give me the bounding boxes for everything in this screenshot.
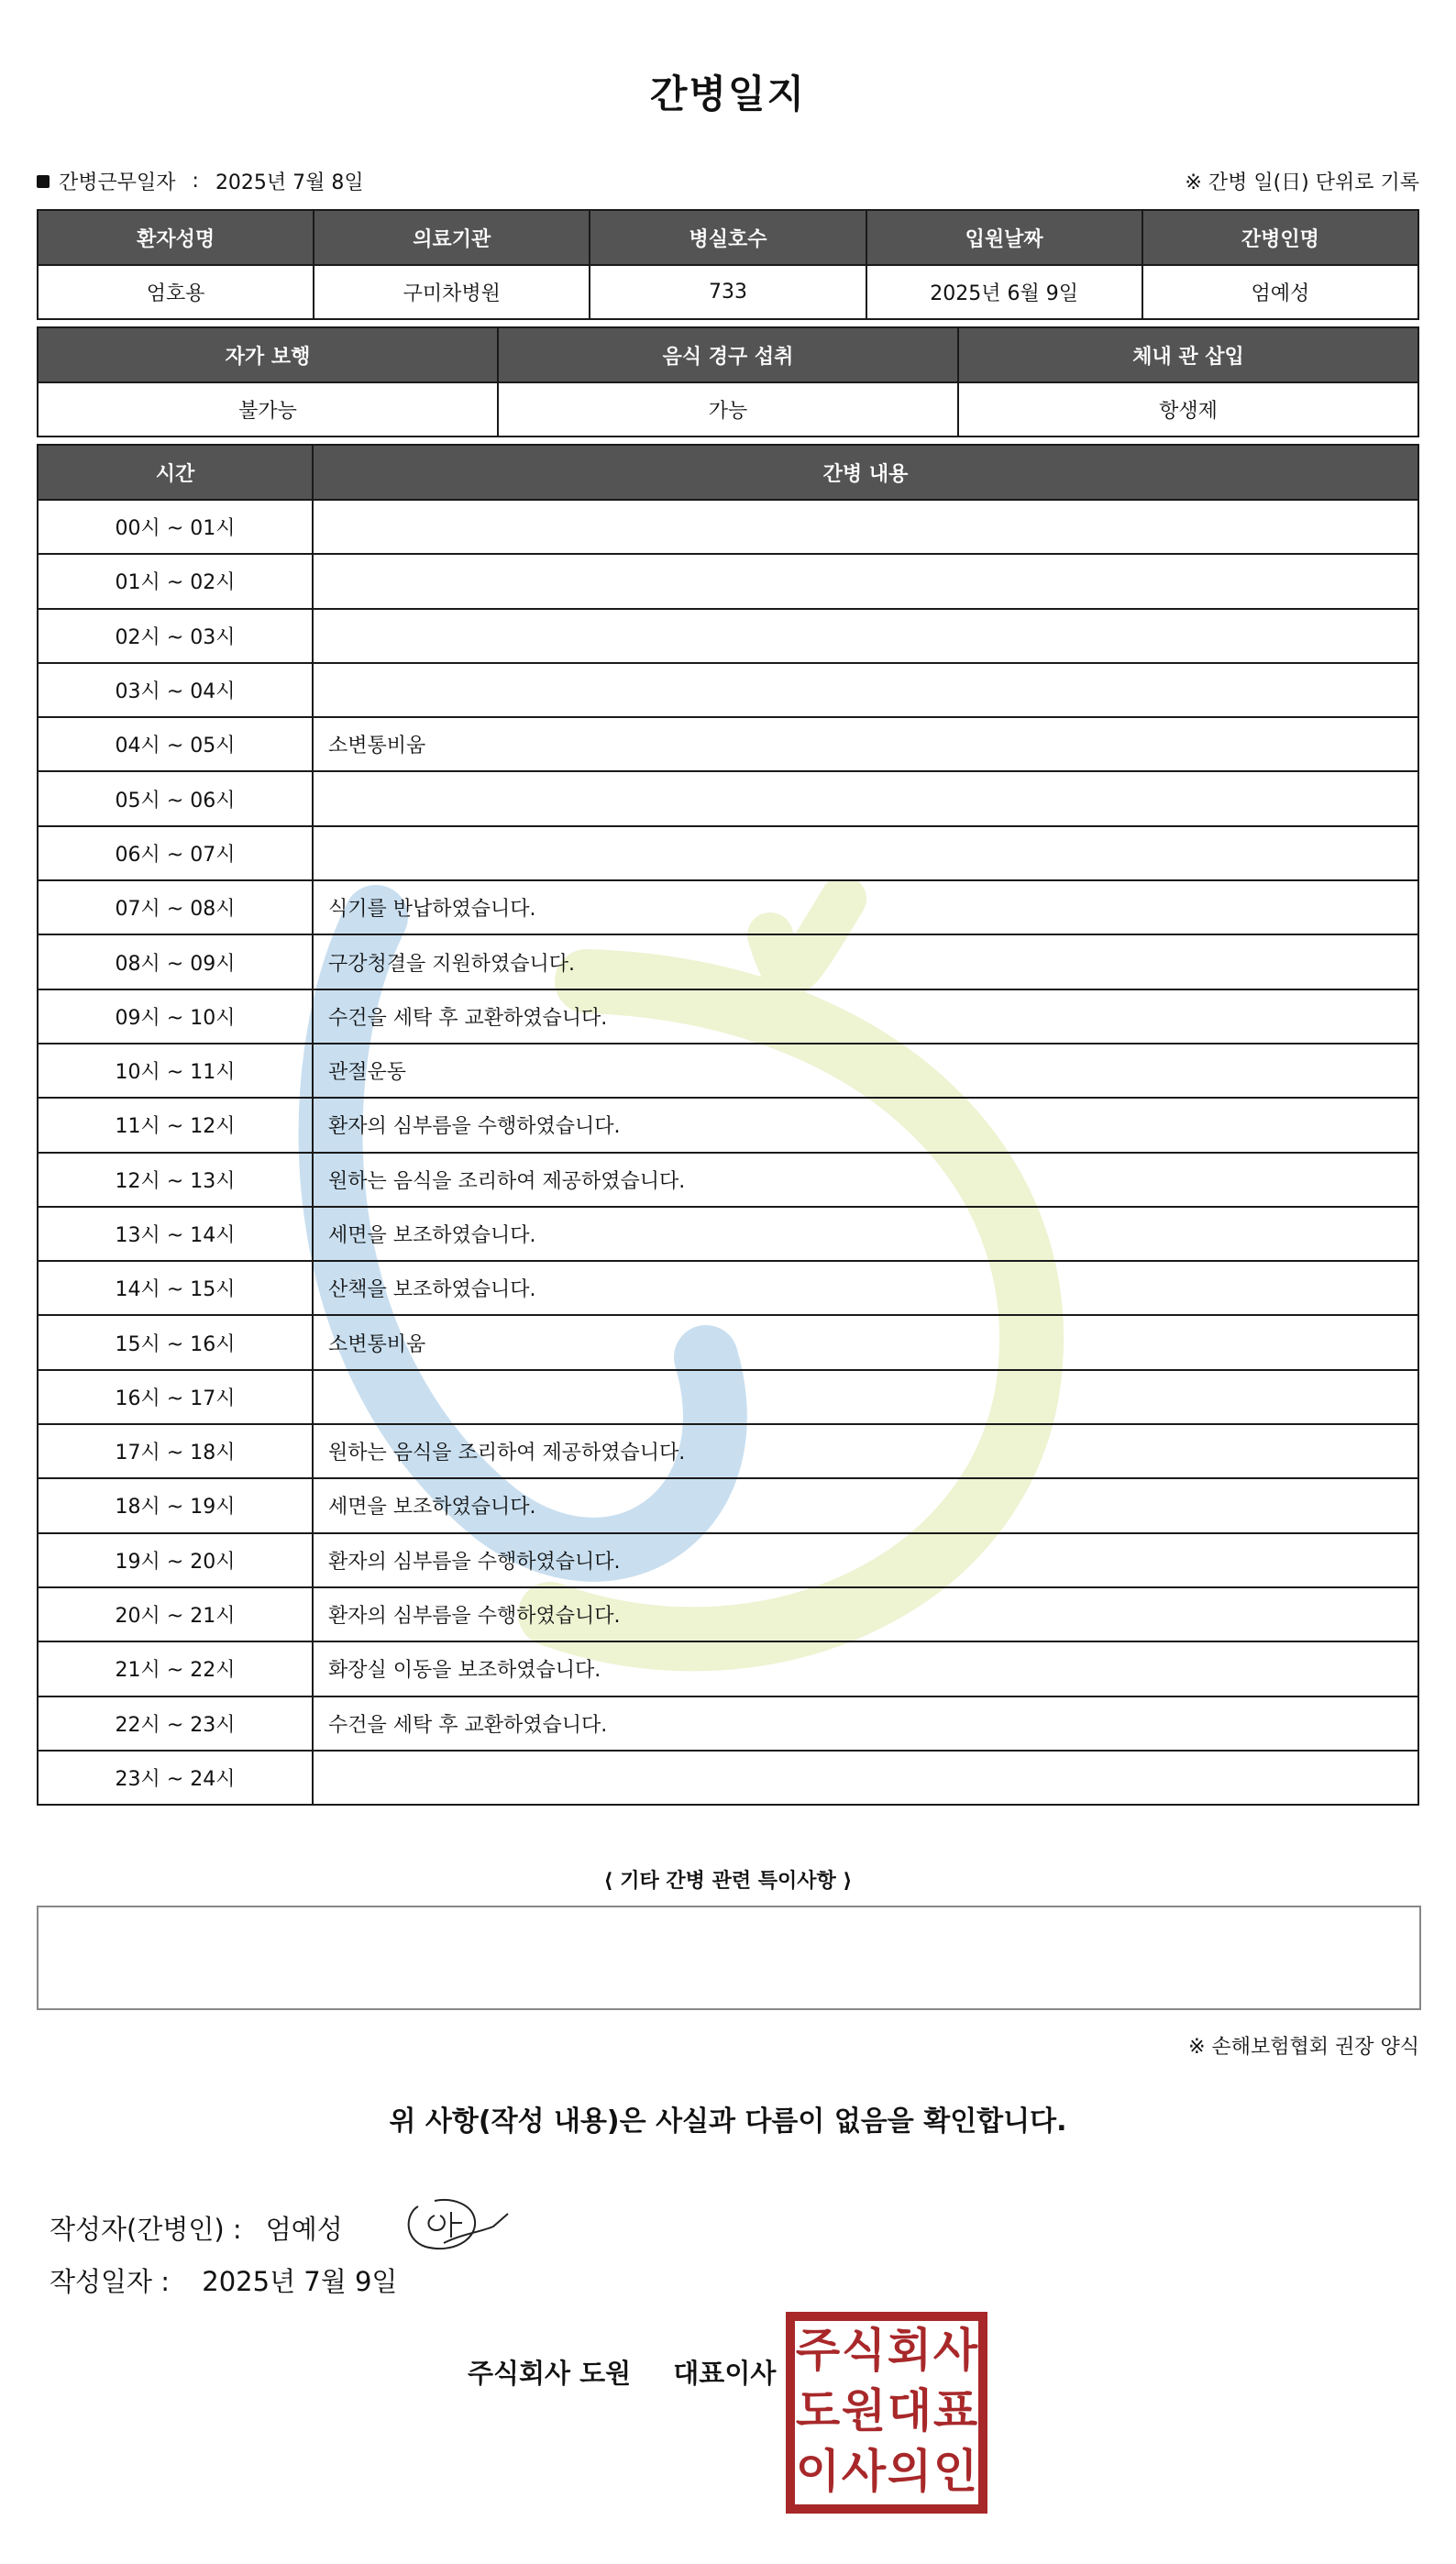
work-date-line xyxy=(37,167,364,195)
table-row xyxy=(38,500,1418,554)
value-admission-date: 2025년 6월 9일 xyxy=(866,265,1142,319)
table-row xyxy=(38,1751,1418,1805)
time-cell: 13시 ~ 14시 xyxy=(38,1207,313,1261)
written-date-line xyxy=(50,2261,397,2299)
time-cell: 03시 ~ 04시 xyxy=(38,663,313,717)
header-self-walking: 자가 보행 xyxy=(38,327,498,382)
table-row xyxy=(38,1044,1418,1098)
time-cell: 19시 ~ 20시 xyxy=(38,1533,313,1587)
time-cell: 21시 ~ 22시 xyxy=(38,1641,313,1696)
care-content-cell xyxy=(313,771,1418,825)
time-cell: 07시 ~ 08시 xyxy=(38,880,313,934)
care-content-cell: 소변통비움 xyxy=(313,717,1418,771)
care-log-body xyxy=(38,500,1418,1805)
seal-character: 주 xyxy=(795,2324,841,2377)
patient-status-header-row xyxy=(38,327,1418,382)
seal-character: 식 xyxy=(841,2324,887,2377)
form-source-note: ※ 손해보험협회 권장 양식 xyxy=(1188,2036,1419,2059)
care-content-cell: 세면을 보조하였습니다. xyxy=(313,1478,1418,1532)
time-cell: 23시 ~ 24시 xyxy=(38,1751,313,1805)
work-date-separator: : xyxy=(192,170,199,193)
time-cell: 12시 ~ 13시 xyxy=(38,1153,313,1207)
care-content-cell: 수건을 세탁 후 교환하였습니다. xyxy=(313,989,1418,1044)
time-cell: 08시 ~ 09시 xyxy=(38,934,313,989)
table-row xyxy=(38,609,1418,663)
care-content-cell xyxy=(313,500,1418,554)
care-content-cell: 화장실 이동을 보조하였습니다. xyxy=(313,1641,1418,1696)
table-row xyxy=(38,717,1418,771)
care-content-cell: 산책을 보조하였습니다. xyxy=(313,1261,1418,1315)
time-cell: 09시 ~ 10시 xyxy=(38,989,313,1044)
time-cell: 10시 ~ 11시 xyxy=(38,1044,313,1098)
table-row xyxy=(38,1261,1418,1315)
seal-character: 사 xyxy=(841,2445,887,2498)
table-row xyxy=(38,1641,1418,1696)
handwritten-signature xyxy=(398,2186,517,2260)
care-content-cell: 환자의 심부름을 수행하였습니다. xyxy=(313,1098,1418,1152)
value-self-walking: 불가능 xyxy=(38,382,498,437)
written-date-value: 2025년 7월 9일 xyxy=(202,2266,398,2297)
care-content-cell xyxy=(313,609,1418,663)
patient-status-table xyxy=(37,326,1419,437)
care-content-cell xyxy=(313,554,1418,608)
time-cell: 14시 ~ 15시 xyxy=(38,1261,313,1315)
table-row xyxy=(38,663,1418,717)
patient-info-table xyxy=(37,209,1419,320)
table-row xyxy=(38,554,1418,608)
care-log-table xyxy=(37,444,1419,1806)
care-content-cell: 관절운동 xyxy=(313,1044,1418,1098)
table-row xyxy=(38,1370,1418,1424)
care-content-cell: 수건을 세탁 후 교환하였습니다. xyxy=(313,1696,1418,1751)
work-date-value: 2025년 7월 8일 xyxy=(215,171,364,194)
table-row xyxy=(38,1098,1418,1152)
seal-character: 표 xyxy=(932,2384,978,2437)
header-time: 시간 xyxy=(38,445,313,500)
seal-character: 대 xyxy=(887,2384,932,2437)
writer-name: 엄예성 xyxy=(265,2213,343,2245)
seal-character: 이 xyxy=(795,2445,841,2498)
seal-character: 회 xyxy=(887,2324,932,2377)
time-cell: 02시 ~ 03시 xyxy=(38,609,313,663)
care-log-header-row xyxy=(38,445,1418,500)
time-cell: 15시 ~ 16시 xyxy=(38,1315,313,1369)
page-title: 간병일지 xyxy=(649,72,807,116)
header-patient-name: 환자성명 xyxy=(38,210,314,265)
writer-line xyxy=(50,2195,517,2260)
header-admission-date: 입원날짜 xyxy=(866,210,1142,265)
table-row xyxy=(38,880,1418,934)
table-row xyxy=(38,1587,1418,1641)
header-oral-intake: 음식 경구 섭취 xyxy=(498,327,958,382)
time-cell: 04시 ~ 05시 xyxy=(38,717,313,771)
care-content-cell xyxy=(313,1370,1418,1424)
seal-character: 인 xyxy=(932,2445,978,2498)
time-cell: 05시 ~ 06시 xyxy=(38,771,313,825)
value-hospital: 구미차병원 xyxy=(314,265,590,319)
table-row xyxy=(38,826,1418,880)
care-content-cell: 환자의 심부름을 수행하였습니다. xyxy=(313,1587,1418,1641)
header-care-content: 간병 내용 xyxy=(313,445,1418,500)
representative-title: 대표이사 xyxy=(673,2358,777,2389)
seal-character: 사 xyxy=(932,2324,978,2377)
table-row xyxy=(38,1153,1418,1207)
table-row xyxy=(38,1478,1418,1532)
written-date-label: 작성일자 : xyxy=(50,2266,171,2297)
table-row xyxy=(38,1533,1418,1587)
header-caregiver-name: 간병인명 xyxy=(1142,210,1418,265)
patient-status-value-row xyxy=(38,382,1418,437)
patient-info-value-row xyxy=(38,265,1418,319)
table-row xyxy=(38,1696,1418,1751)
time-cell: 01시 ~ 02시 xyxy=(38,554,313,608)
care-content-cell: 원하는 음식을 조리하여 제공하였습니다. xyxy=(313,1424,1418,1478)
care-content-cell: 원하는 음식을 조리하여 제공하였습니다. xyxy=(313,1153,1418,1207)
care-content-cell: 소변통비움 xyxy=(313,1315,1418,1369)
value-oral-intake: 가능 xyxy=(498,382,958,437)
table-row xyxy=(38,989,1418,1044)
time-cell: 16시 ~ 17시 xyxy=(38,1370,313,1424)
table-row xyxy=(38,1207,1418,1261)
company-seal-stamp xyxy=(785,2311,988,2514)
seal-character: 의 xyxy=(887,2445,932,2498)
seal-character: 원 xyxy=(841,2384,887,2437)
company-name: 주식회사 도원 xyxy=(468,2358,632,2389)
confirmation-statement: 위 사항(작성 내용)은 사실과 다름이 없음을 확인합니다. xyxy=(389,2105,1067,2138)
seal-character: 도 xyxy=(795,2384,841,2437)
value-room-number: 733 xyxy=(590,265,866,319)
care-content-cell: 환자의 심부름을 수행하였습니다. xyxy=(313,1533,1418,1587)
table-row xyxy=(38,1315,1418,1369)
company-line xyxy=(468,2353,776,2391)
header-hospital: 의료기관 xyxy=(314,210,590,265)
header-room-number: 병실호수 xyxy=(590,210,866,265)
table-row xyxy=(38,771,1418,825)
table-row xyxy=(38,1424,1418,1478)
work-date-label: 간병근무일자 xyxy=(59,171,176,194)
bullet-square-icon xyxy=(37,175,50,188)
value-caregiver-name: 엄예성 xyxy=(1142,265,1418,319)
care-content-cell xyxy=(313,1751,1418,1805)
notes-title: ⟨ 기타 간병 관련 특이사항 ⟩ xyxy=(603,1870,853,1893)
care-content-cell: 구강청결을 지원하였습니다. xyxy=(313,934,1418,989)
patient-info-header-row xyxy=(38,210,1418,265)
value-tube-insertion: 항생제 xyxy=(958,382,1418,437)
time-cell: 18시 ~ 19시 xyxy=(38,1478,313,1532)
care-content-cell xyxy=(313,663,1418,717)
care-content-cell xyxy=(313,826,1418,880)
time-cell: 11시 ~ 12시 xyxy=(38,1098,313,1152)
care-content-cell: 식기를 반납하였습니다. xyxy=(313,880,1418,934)
time-cell: 00시 ~ 01시 xyxy=(38,500,313,554)
record-unit-note: ※ 간병 일(日) 단위로 기록 xyxy=(1185,171,1419,194)
writer-label: 작성자(간병인) : xyxy=(50,2213,242,2245)
header-tube-insertion: 체내 관 삽입 xyxy=(958,327,1418,382)
value-patient-name: 엄호용 xyxy=(38,265,314,319)
care-content-cell: 세면을 보조하였습니다. xyxy=(313,1207,1418,1261)
time-cell: 17시 ~ 18시 xyxy=(38,1424,313,1478)
notes-box xyxy=(37,1906,1421,2010)
time-cell: 20시 ~ 21시 xyxy=(38,1587,313,1641)
table-row xyxy=(38,934,1418,989)
time-cell: 06시 ~ 07시 xyxy=(38,826,313,880)
time-cell: 22시 ~ 23시 xyxy=(38,1696,313,1751)
